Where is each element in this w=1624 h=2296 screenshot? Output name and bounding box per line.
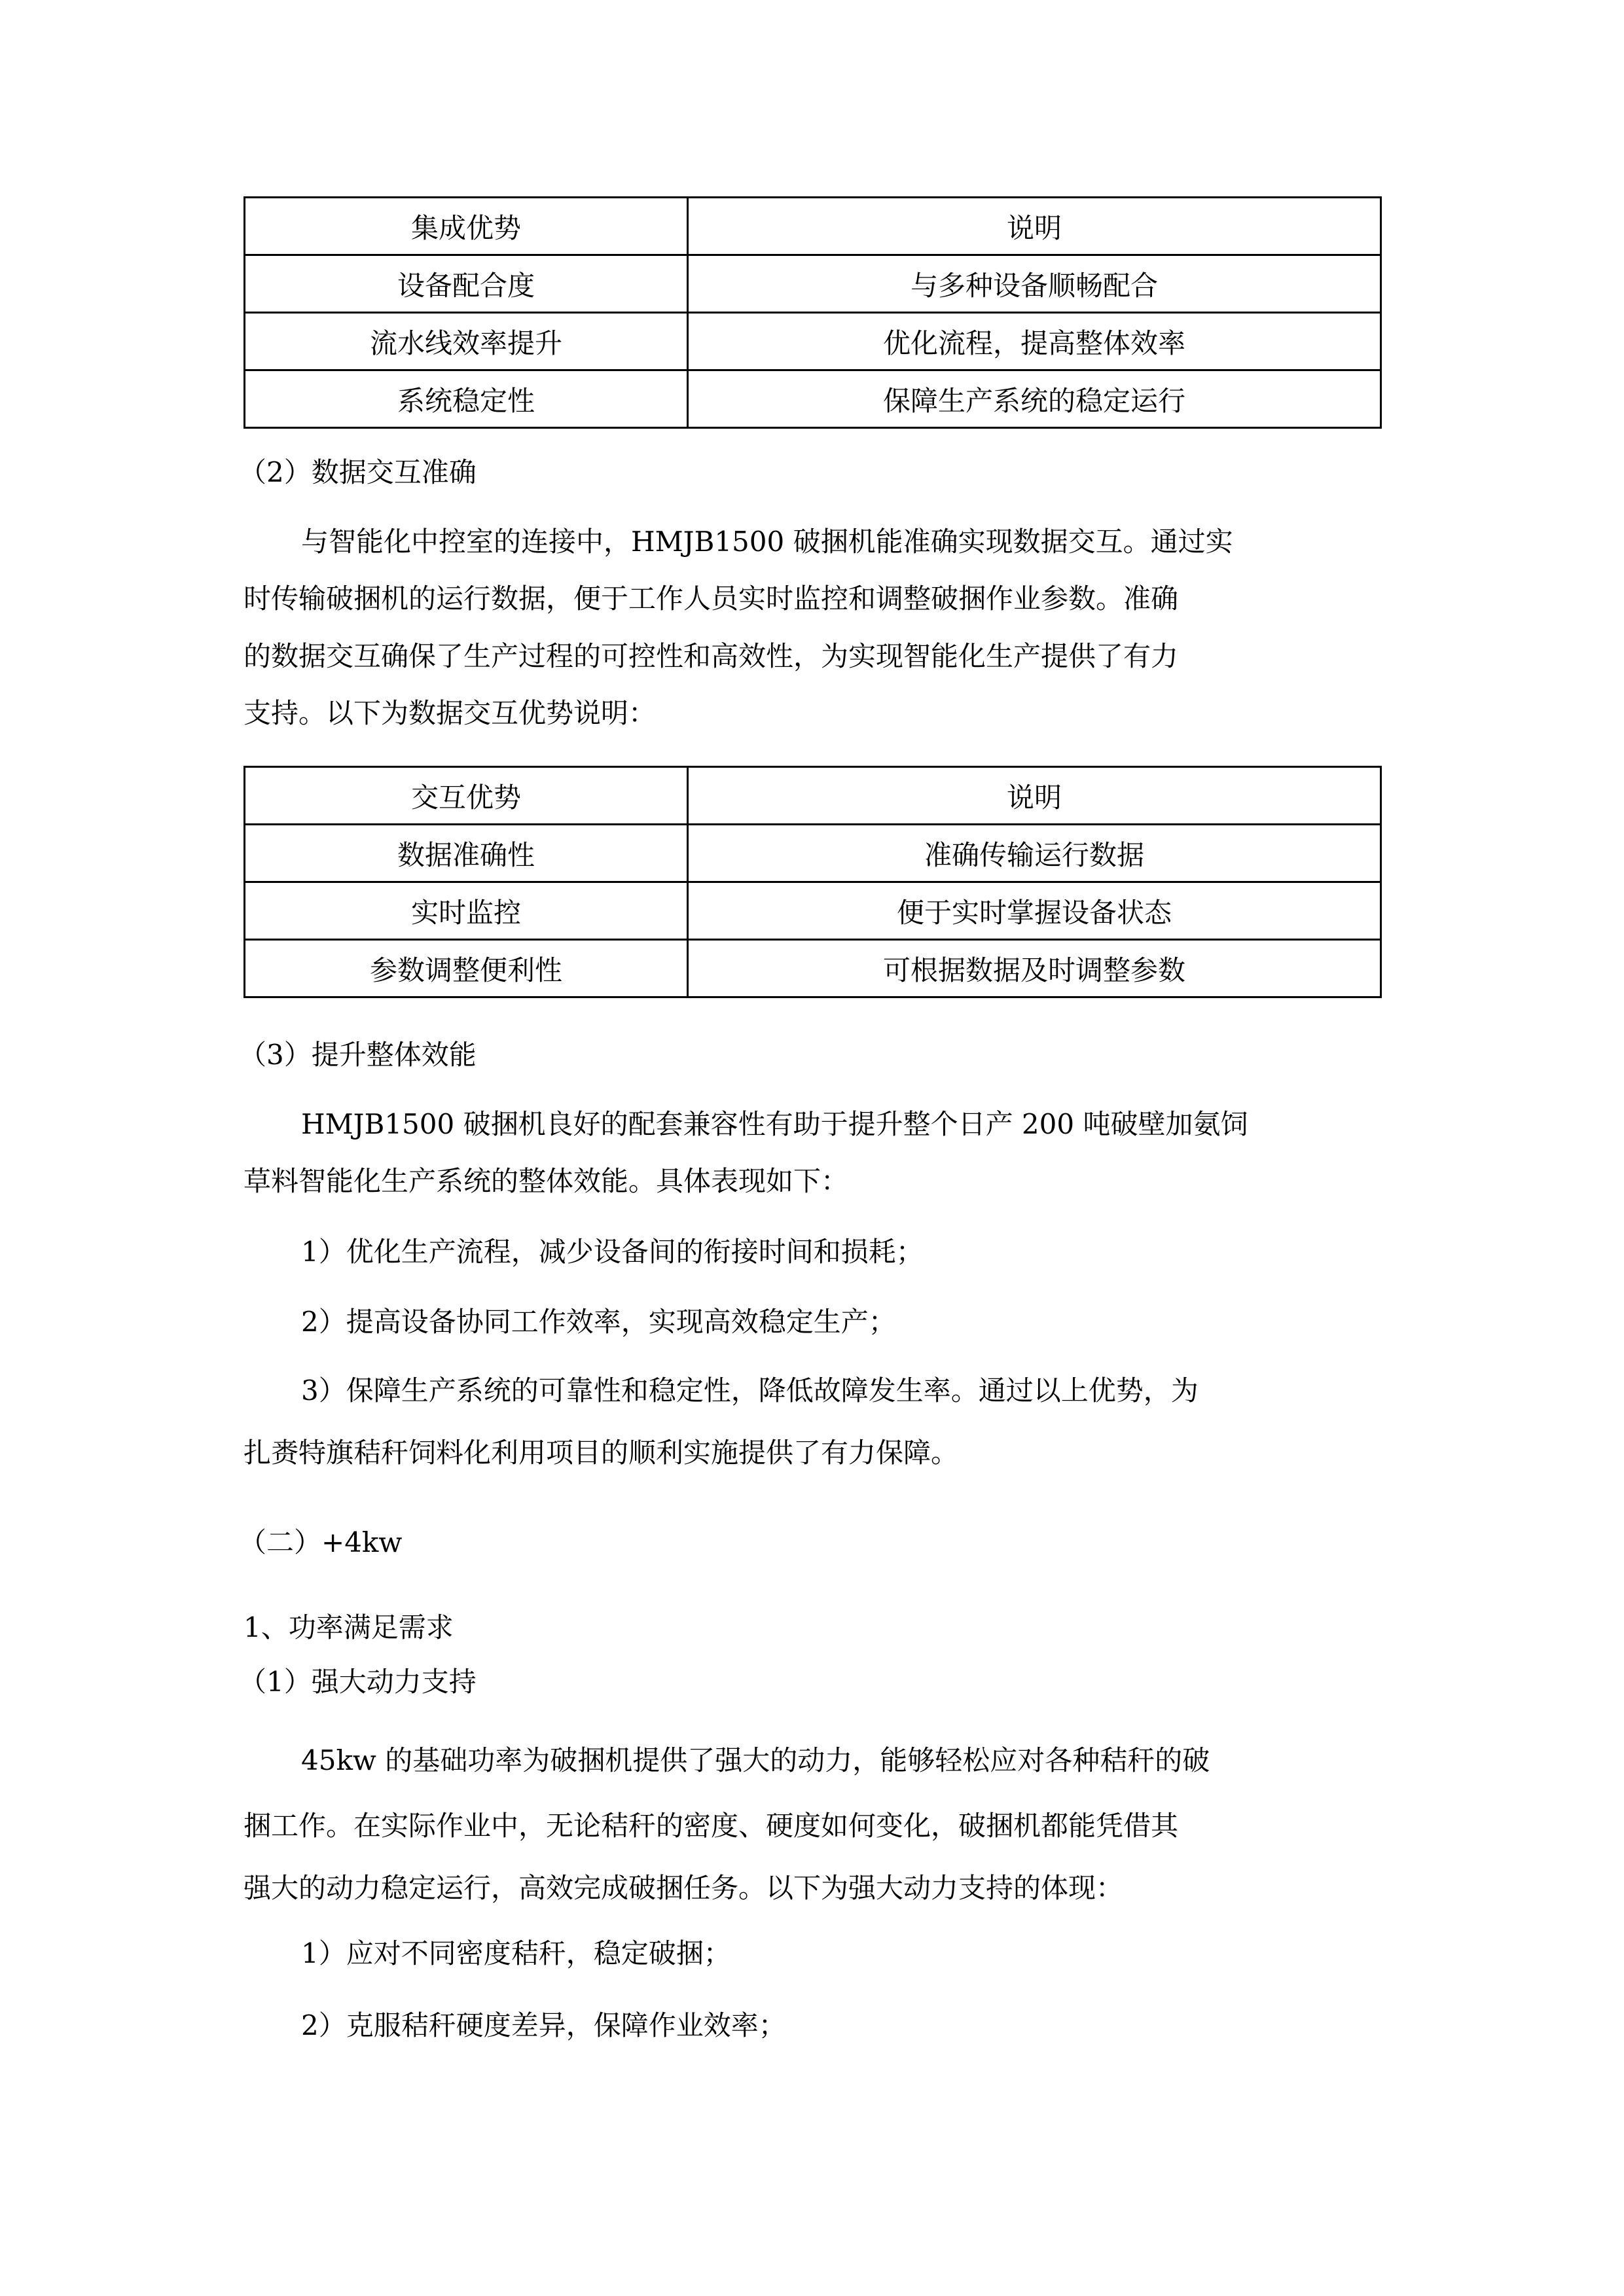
table-row xyxy=(245,255,1381,313)
table-cell: 可根据数据及时调整参数 xyxy=(688,940,1381,997)
table-cell: 数据准确性 xyxy=(245,825,688,882)
table-header-cell: 说明 xyxy=(688,767,1381,825)
paragraph-line: 的数据交互确保了生产过程的可控性和高效性，为实现智能化生产提供了有力 xyxy=(244,640,1179,672)
paragraph-line: HMJB1500 破捆机良好的配套兼容性有助于提升整个日产 200 吨破壁加氨饲 xyxy=(301,1108,1248,1140)
interaction-advantages-table xyxy=(244,766,1382,998)
section-heading: （1）强大动力支持 xyxy=(239,1666,477,1698)
table-cell: 优化流程，提高整体效率 xyxy=(688,313,1381,370)
table-cell: 保障生产系统的稳定运行 xyxy=(688,370,1381,428)
paragraph-line: 与智能化中控室的连接中，HMJB1500 破捆机能准确实现数据交互。通过实 xyxy=(301,526,1233,558)
table-cell: 与多种设备顺畅配合 xyxy=(688,255,1381,313)
table-header-cell: 集成优势 xyxy=(245,198,688,255)
list-item: 2）克服秸秆硬度差异，保障作业效率； xyxy=(301,2009,786,2041)
integration-advantages-table xyxy=(244,196,1382,429)
section-heading: （2）数据交互准确 xyxy=(239,456,477,488)
paragraph-line: 捆工作。在实际作业中，无论秸秆的密度、硬度如何变化，破捆机都能凭借其 xyxy=(244,1810,1179,1842)
table-header-row xyxy=(245,767,1381,825)
list-item: 1）优化生产流程，减少设备间的衔接时间和损耗； xyxy=(301,1236,924,1268)
table-row xyxy=(245,313,1381,370)
paragraph-line: 草料智能化生产系统的整体效能。具体表现如下： xyxy=(244,1165,849,1197)
list-item: 3）保障生产系统的可靠性和稳定性，降低故障发生率。通过以上优势，为 xyxy=(301,1374,1199,1407)
list-item: 2）提高设备协同工作效率，实现高效稳定生产； xyxy=(301,1306,896,1338)
paragraph-line: 扎赉特旗秸秆饲料化利用项目的顺利实施提供了有力保障。 xyxy=(244,1437,959,1469)
list-item: 1）应对不同密度秸秆，稳定破捆； xyxy=(301,1937,731,1969)
table-row xyxy=(245,940,1381,997)
table-row xyxy=(245,825,1381,882)
table-row xyxy=(245,882,1381,940)
table-header-row xyxy=(245,198,1381,255)
paragraph-line: 支持。以下为数据交互优势说明： xyxy=(244,697,657,729)
table-cell: 准确传输运行数据 xyxy=(688,825,1381,882)
chapter-heading: （二）+4kw xyxy=(239,1526,403,1558)
section-heading: （3）提升整体效能 xyxy=(239,1039,477,1071)
table-cell: 实时监控 xyxy=(245,882,688,940)
table-header-cell: 说明 xyxy=(688,198,1381,255)
paragraph-line: 时传输破捆机的运行数据，便于工作人员实时监控和调整破捆作业参数。准确 xyxy=(244,583,1179,615)
table-cell: 流水线效率提升 xyxy=(245,313,688,370)
table-cell: 系统稳定性 xyxy=(245,370,688,428)
table-row xyxy=(245,370,1381,428)
paragraph-line: 45kw 的基础功率为破捆机提供了强大的动力，能够轻松应对各种秸秆的破 xyxy=(301,1744,1210,1776)
table-cell: 设备配合度 xyxy=(245,255,688,313)
table-header-cell: 交互优势 xyxy=(245,767,688,825)
paragraph-line: 强大的动力稳定运行，高效完成破捆任务。以下为强大动力支持的体现： xyxy=(244,1872,1124,1904)
table-cell: 参数调整便利性 xyxy=(245,940,688,997)
table-cell: 便于实时掌握设备状态 xyxy=(688,882,1381,940)
subsection-heading: 1、功率满足需求 xyxy=(244,1611,454,1643)
